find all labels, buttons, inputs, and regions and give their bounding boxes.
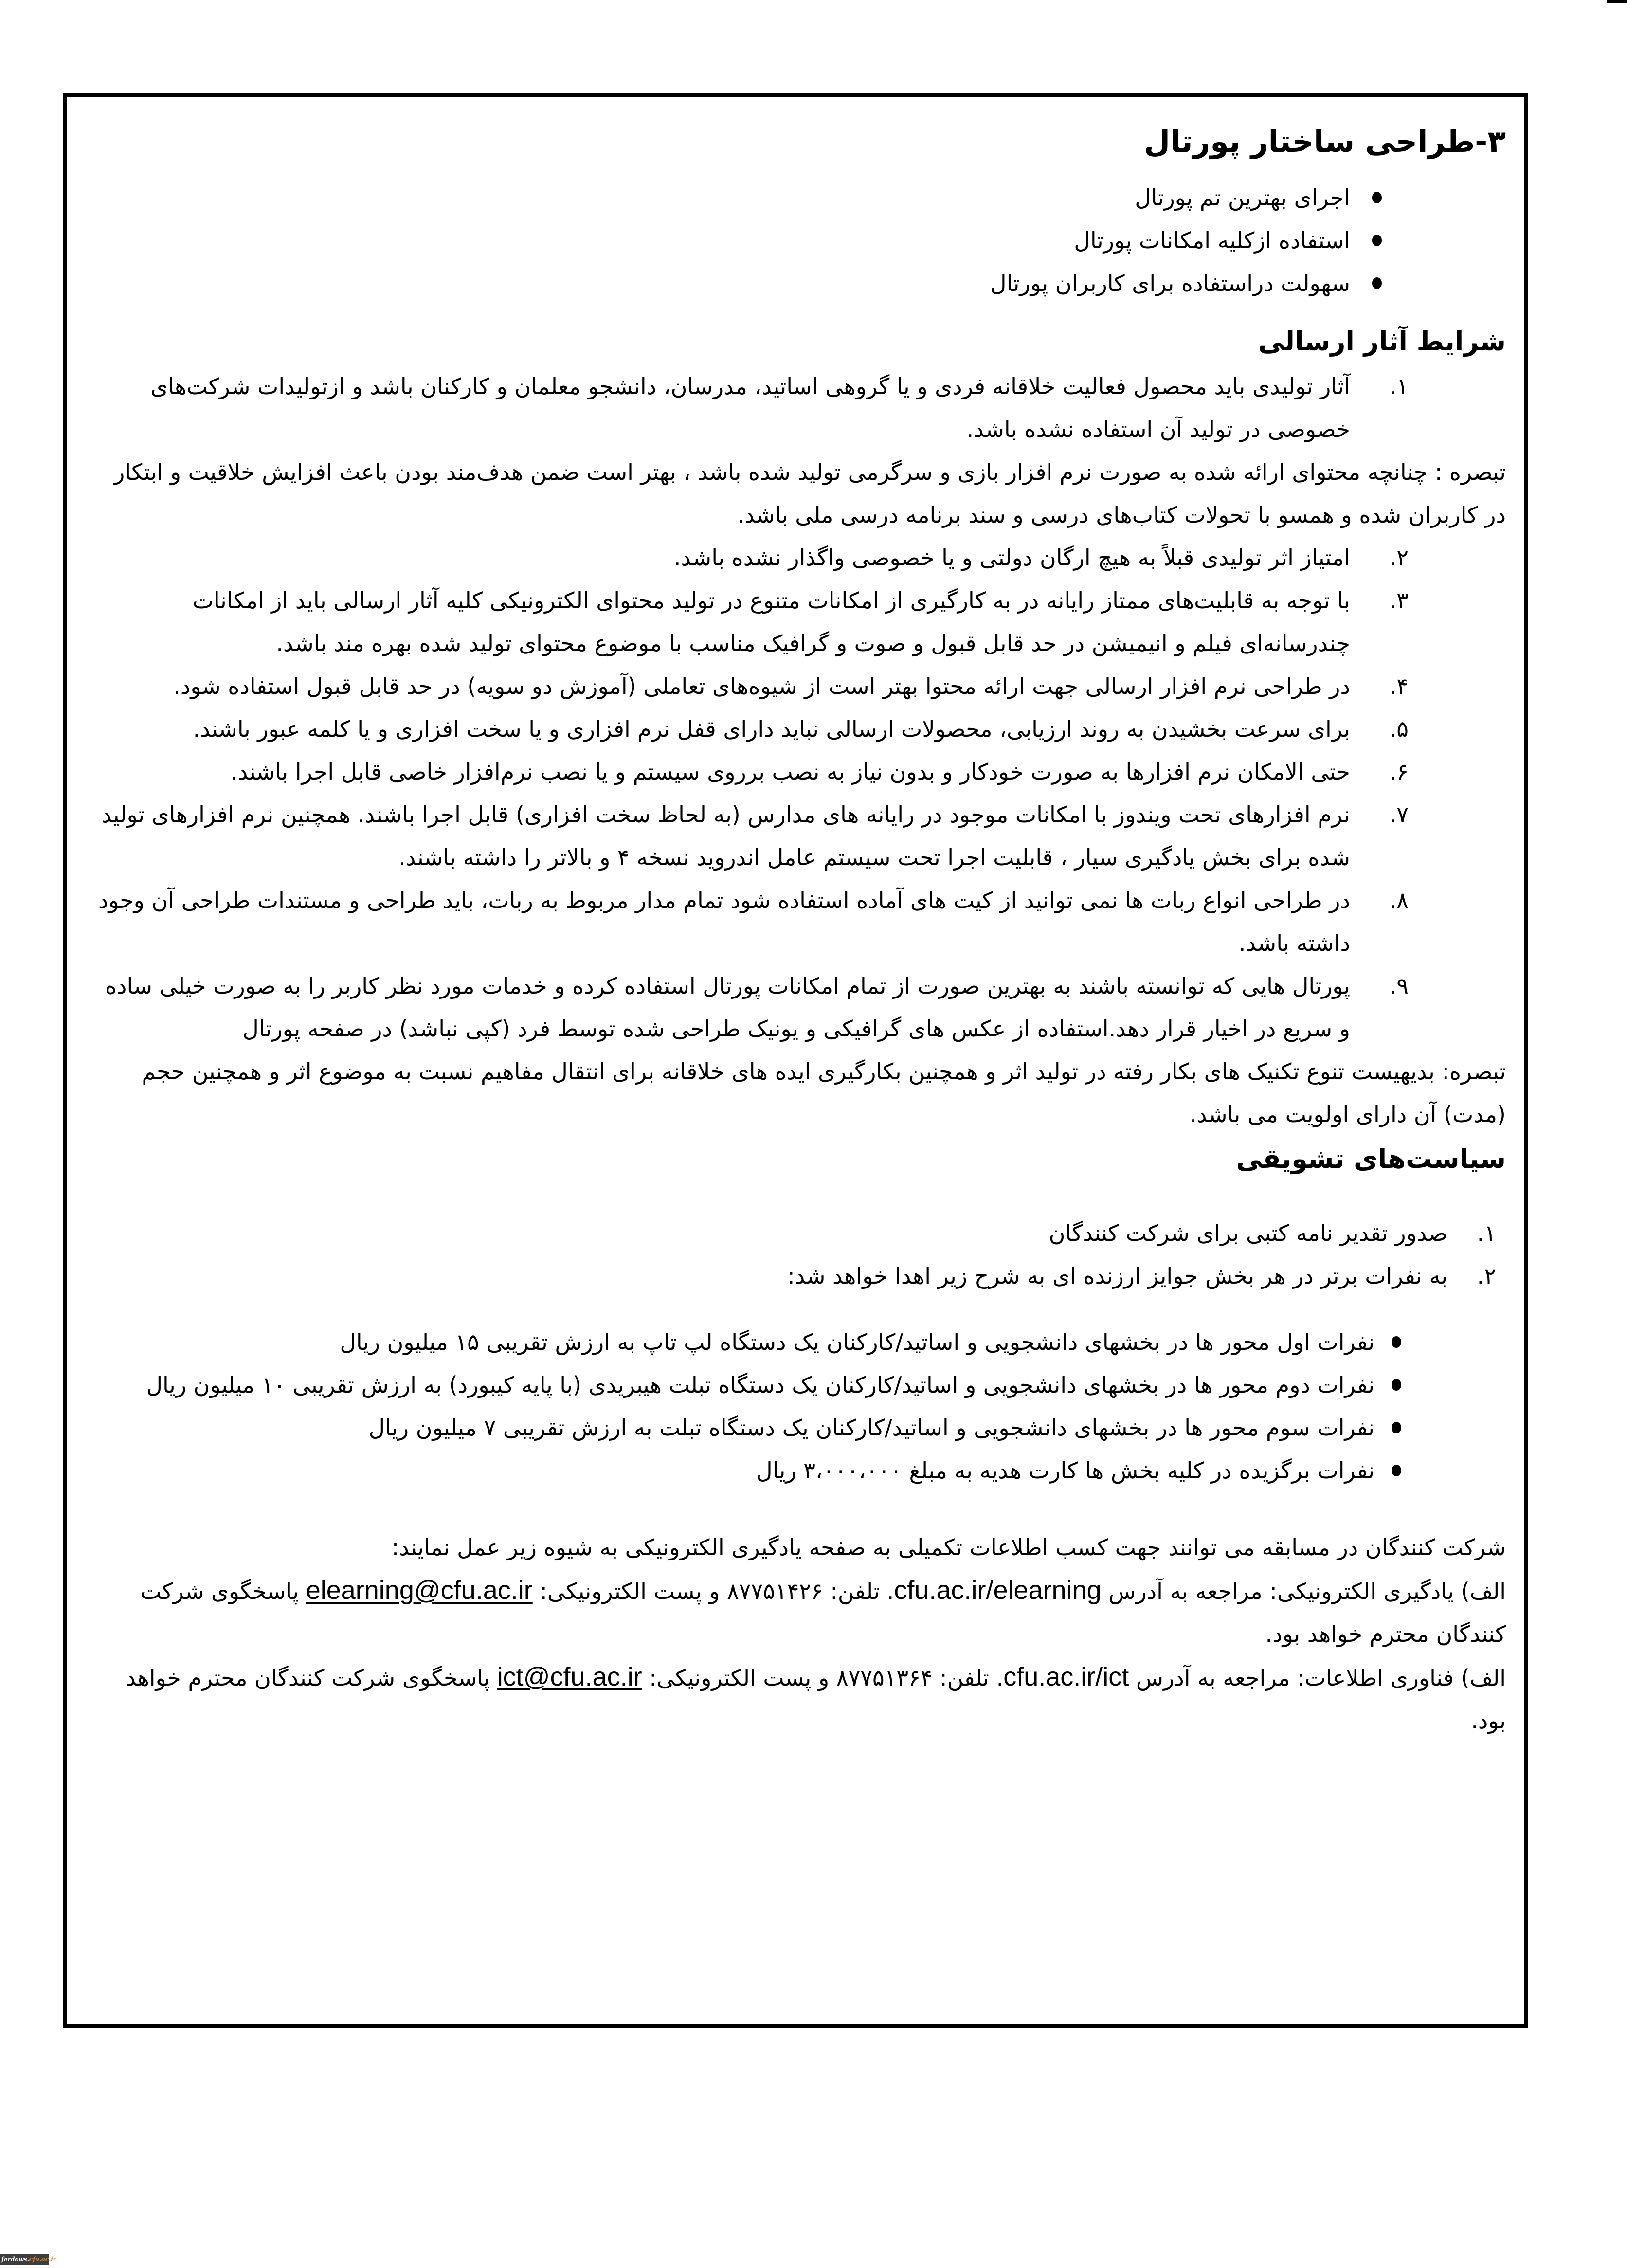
- ict-email-link[interactable]: ict@cfu.ac.ir: [497, 1662, 642, 1691]
- condition-item-line: شده برای بخش یادگیری سیار ، قابلیت اجرا تحت سیستم عامل اندروید نسخه ۴ و بالاتر را داشته باشند.: [398, 844, 1350, 871]
- condition-item-text: [95, 793, 1350, 879]
- incentive-row: [95, 1212, 1496, 1254]
- condition-item: [95, 579, 1506, 665]
- prize-row: [95, 1363, 1418, 1406]
- portal-bullet-item: سهولت دراستفاده برای کاربران پورتال: [990, 270, 1350, 296]
- bullet-icon: [1392, 1336, 1401, 1348]
- elearning-email-link[interactable]: elearning@cfu.ac.ir: [306, 1576, 533, 1605]
- list-number: ۶.: [1389, 759, 1409, 785]
- conditions-list: [95, 365, 1506, 451]
- list-number: ۵.: [1389, 716, 1409, 742]
- bullet-marker: [1374, 1449, 1418, 1492]
- prize-item: نفرات سوم محور ها در بخشهای دانشجویی و اساتید/کارکنان یک دستگاه تبلت به ارزش تقریبی ۷ میلیون ریال: [368, 1415, 1374, 1441]
- condition-item-line: آثار تولیدی باید محصول فعالیت خلاقانه فردی و یا گروهی اساتید، مدرسان، دانشجو معلمان و کارکنان باشد و ازتولیدات شرکت‌های: [150, 373, 1350, 399]
- elearning-phone-label: . تلفن:: [830, 1578, 894, 1604]
- condition-item-text: [95, 964, 1350, 1050]
- ict-phone-label: . تلفن:: [940, 1665, 1004, 1691]
- list-number: ۳.: [1389, 587, 1409, 614]
- condition-item: [95, 793, 1506, 879]
- condition-item-line: برای سرعت بخشیدن به روند ارزیابی، محصولات ارسالی نباید دارای قفل نرم افزاری و یا سخت افزاری و یا کلمه عبور باشند.: [193, 716, 1350, 742]
- condition-item-line: در طراحی نرم افزار ارسالی جهت ارائه محتوا بهتر است از شیوه‌های تعاملی (آموزش دو سویه) در حد قابل قبول استفاده شود.: [173, 673, 1350, 699]
- portal-bullet-list: [95, 176, 1404, 305]
- condition-item-line: و سریع در اخیار قرار دهد.استفاده از عکس های گرافیکی و یونیک طراحی شده توسط فرد (کپی نباشد) در صفحه پورتال: [242, 1016, 1350, 1042]
- condition-item: [95, 964, 1506, 1050]
- condition-item: [95, 708, 1506, 750]
- section-heading-portal: ۳-طراحی ساختار پورتال: [1144, 124, 1506, 159]
- bullet-icon: [1372, 277, 1382, 289]
- portal-bullet-row: [95, 219, 1404, 262]
- watermark-text: ferdows.: [1, 2256, 29, 2263]
- bullet-icon: [1372, 235, 1382, 246]
- condition-item-line: خصوصی در تولید آن استفاده نشده باشد.: [966, 416, 1350, 442]
- prize-item: نفرات اول محور ها در بخشهای دانشجویی و اساتید/کارکنان یک دستگاه لپ تاپ به ارزش تقریبی ۱۵ میلیون ریال: [340, 1329, 1374, 1355]
- portal-bullet-row: [95, 176, 1404, 219]
- document-page: [95, 115, 1506, 1742]
- condition-item: [95, 879, 1506, 964]
- condition-item-text: [95, 365, 1350, 451]
- condition-item-line: امتیاز اثر تولیدی قبلاً به هیچ ارگان دولتی و یا خصوصی واگذار نشده باشد.: [673, 544, 1350, 571]
- conditions-list: [95, 536, 1506, 1050]
- ict-email-label: و پست الکترونیکی:: [649, 1665, 830, 1691]
- list-number: ۸.: [1389, 887, 1409, 913]
- bullet-icon: [1392, 1422, 1401, 1433]
- condition-item-line: پورتال هایی که توانسته باشند به بهترین صورت از تمام امکانات پورتال استفاده کرده و خدمات مورد نظر کاربر را به صورت خیلی ساده: [105, 973, 1350, 999]
- condition-item-line: نرم افزارهای تحت ویندوز با امکانات موجود در رایانه های مدارس (به لحاظ سخت افزاری) قابل اجرا باشند. همچنین نرم افزارهای تولید: [101, 801, 1350, 828]
- prize-item: نفرات دوم محور ها در بخشهای دانشجویی و اساتید/کارکنان یک دستگاه تبلت هیبریدی (با پایه کیبورد) به ارزش تقریبی ۱۰ میلیون ریال: [146, 1372, 1374, 1398]
- prize-row: [95, 1406, 1418, 1449]
- condition-note-line: تبصره : چنانچه محتوای ارائه شده به صورت نرم افزار بازی و سرگرمی تولید شده باشد ، بهتر است ضمن هدف‌مند بودن باعث افزایش خلاقیت: [188, 459, 1506, 485]
- watermark-domain: cfu.ac.ir: [29, 2256, 56, 2263]
- prize-item: نفرات برگزیده در کلیه بخش ها کارت هدیه به مبلغ ۳،۰۰۰،۰۰۰ ریال: [756, 1457, 1374, 1484]
- condition-item: [95, 365, 1506, 451]
- conditions-note-line: حجم (مدت) آن دارای اولویت می باشد.: [142, 1058, 1506, 1127]
- incentive-item: به نفرات برتر در هر بخش جوایز ارزنده ای به شرح زیر اهدا خواهد شد:: [787, 1263, 1447, 1289]
- elearning-prefix: الف) یادگیری الکترونیکی: مراجعه به آدرس: [1108, 1578, 1506, 1604]
- bullet-icon: [1372, 192, 1382, 203]
- portal-bullet-item: اجرای بهترین تم پورتال: [1135, 184, 1350, 211]
- prize-list: [95, 1321, 1418, 1492]
- bullet-marker: [1350, 176, 1404, 219]
- ict-prefix: الف) فناوری اطلاعات: مراجعه به آدرس: [1136, 1665, 1506, 1691]
- list-number: ۱.: [1389, 373, 1409, 399]
- bullet-marker: [1374, 1406, 1418, 1449]
- bullet-marker: [1350, 262, 1404, 305]
- ict-url-link[interactable]: cfu.ac.ir/ict: [1003, 1662, 1129, 1691]
- section-heading-incentives: سیاست‌های تشویقی: [1236, 1143, 1506, 1174]
- contact-intro: شرکت کنندگان در مسابقه می توانند جهت کسب اطلاعات تکمیلی به صفحه یادگیری الکترونیکی به شیوه زیر عمل نمایند:: [391, 1534, 1506, 1560]
- condition-item-text: [95, 879, 1350, 964]
- contact-elearning-paragraph: [95, 1569, 1506, 1655]
- bullet-marker: [1374, 1363, 1418, 1406]
- condition-item: [95, 665, 1506, 708]
- condition-item: [95, 750, 1506, 793]
- bullet-icon: [1392, 1379, 1401, 1391]
- condition-item-line: داشته باشد.: [1238, 930, 1350, 956]
- list-number: ۲.: [1389, 544, 1409, 571]
- section-heading-conditions: شرایط آثار ارسالی: [1258, 326, 1506, 357]
- incentive-row: [95, 1254, 1496, 1297]
- conditions-note: [95, 1050, 1506, 1136]
- condition-item-line: حتی الامکان نرم افزارها به صورت خودکار و بدون نیاز به نصب برروی سیستم و یا نصب نرم‌افزار خاصی قابل اجرا باشند.: [231, 759, 1350, 785]
- bullet-marker: [1350, 219, 1404, 262]
- bullet-marker: [1374, 1321, 1418, 1363]
- incentive-item: صدور تقدیر نامه کتبی برای شرکت کنندگان: [1049, 1220, 1447, 1246]
- prize-row: [95, 1321, 1418, 1363]
- contact-ict-line2: خواهد بود.: [126, 1665, 1506, 1734]
- incentives-list: [95, 1212, 1496, 1297]
- portal-bullet-row: [95, 262, 1404, 305]
- elearning-suffix: پاسخگوی: [211, 1578, 299, 1604]
- portal-bullet-item: استفاده ازکلیه امکانات پورتال: [1074, 227, 1350, 254]
- scan-corner-mark: [1607, 0, 1627, 3]
- list-number: ۱.: [1477, 1220, 1496, 1246]
- contact-section: [95, 1526, 1506, 1742]
- contact-ict-paragraph: [95, 1655, 1506, 1742]
- list-number: ۹.: [1389, 973, 1409, 999]
- condition-item-text: [95, 579, 1350, 665]
- condition-note-line: و ابتکار در کاربران شده و همسو با تحولات کتاب‌های درسی و سند برنامه درسی ملی باشد.: [114, 459, 1506, 528]
- list-number: ۷.: [1389, 801, 1409, 828]
- contact-elearning-line2: شرکت کنندگان محترم خواهد بود.: [140, 1578, 1506, 1647]
- conditions-note-line: تبصره: بدیهیست تنوع تکنیک های بکار رفته در تولید اثر و همچنین بکارگیری ایده های خلاقانه برای انتقال مفاهیم نسبت به موضوع اثر و همچنین: [192, 1058, 1506, 1085]
- elearning-email-label: و پست الکترونیکی:: [540, 1578, 720, 1604]
- list-number: ۲.: [1477, 1263, 1496, 1289]
- ict-phone: ۸۷۷۵۱۳۶۴: [836, 1665, 933, 1691]
- elearning-url-link[interactable]: cfu.ac.ir/elearning: [894, 1576, 1102, 1605]
- condition-note: [95, 451, 1506, 536]
- bullet-icon: [1392, 1465, 1401, 1476]
- list-number: ۴.: [1389, 673, 1409, 699]
- prize-row: [95, 1449, 1418, 1492]
- condition-item-line: با توجه به قابلیت‌های ممتاز رایانه در به کارگیری از امکانات متنوع در تولید محتوای الکترونیکی کلیه آثار ارسالی باید از امکانات: [192, 587, 1350, 614]
- condition-item: [95, 536, 1506, 579]
- ict-suffix: پاسخگوی شرکت کنندگان محترم: [188, 1665, 490, 1691]
- condition-item-line: در طراحی انواع ربات ها نمی توانید از کیت های آماده استفاده شود تمام مدار مربوط به ربات، باید طراحی و مستندات طراحی آن وجود: [98, 887, 1350, 913]
- condition-item-line: چندرسانه‌ای فیلم و انیمیشن در حد قابل قبول و صوت و گرافیک مناسب با موضوع محتوای تولید شده بهره مند باشد.: [276, 630, 1350, 656]
- elearning-phone: ۸۷۷۵۱۴۲۶: [727, 1578, 823, 1604]
- site-watermark: [0, 2254, 56, 2265]
